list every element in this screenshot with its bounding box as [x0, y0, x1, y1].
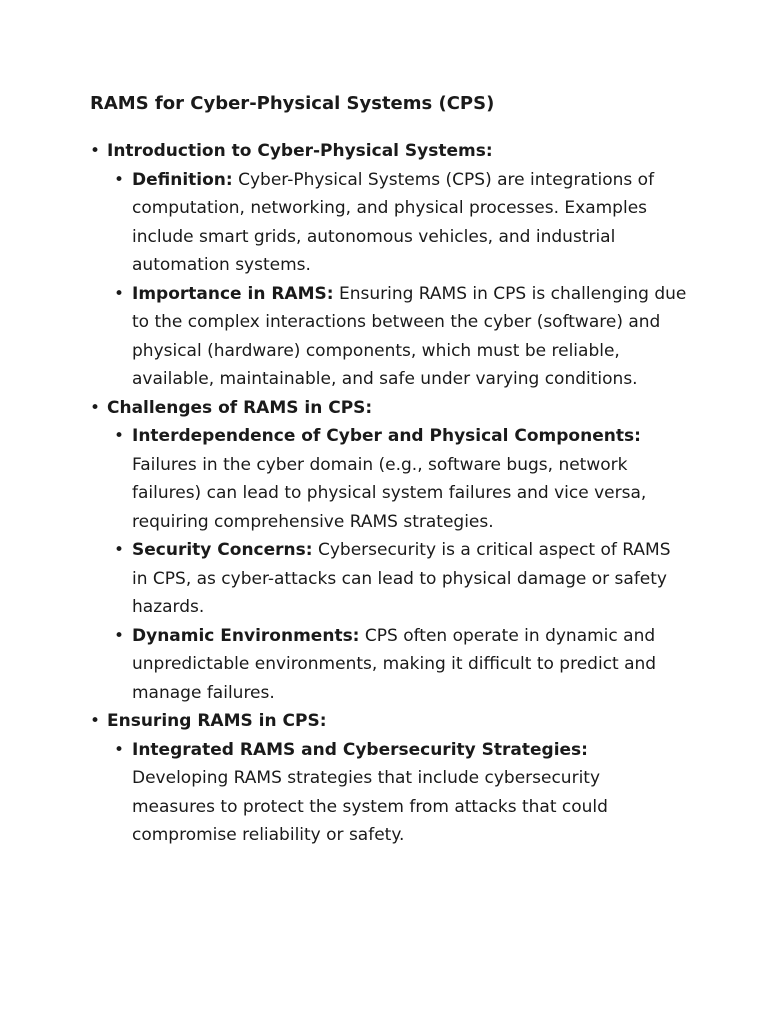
bullet-icon: • [114, 283, 125, 304]
section-list [90, 137, 688, 850]
bullet-icon: • [90, 711, 101, 731]
bullet-icon: • [114, 426, 125, 446]
item-term: Interdependence of Cyber and Physical Components: [132, 426, 641, 446]
item-text: Failures in the cyber domain (e.g., software bugs, network failures) can lead to physical system failures and vice versa, requiring comprehensive RAMS strategies. [132, 454, 647, 532]
bullet-icon: • [114, 169, 125, 190]
item-text: Cybersecurity is a critical aspect of RAMS in CPS, as cyber-attacks can lead to physical damage or safety hazards. [132, 540, 671, 617]
page-title: RAMS for Cyber-Physical Systems (CPS) [90, 93, 495, 114]
list-item-definition [107, 166, 688, 280]
list-item-integrated [107, 736, 688, 850]
item-term: Importance in RAMS: [132, 283, 334, 304]
bullet-icon: • [90, 141, 101, 161]
sub-list [107, 422, 688, 707]
bullet-icon: • [114, 739, 125, 760]
bullet-icon: • [114, 625, 125, 646]
item-term: Definition: [132, 169, 233, 190]
list-item-security [107, 536, 688, 622]
section-ensuring [90, 707, 688, 850]
section-introduction [90, 137, 688, 394]
section-challenges [90, 394, 688, 708]
item-term: Dynamic Environments: [132, 625, 360, 646]
list-item-importance [107, 280, 688, 394]
item-text: Developing RAMS strategies that include cybersecurity measures to protect the system from attacks that could compromise reliability or safety. [132, 768, 608, 845]
sub-list [107, 166, 688, 394]
list-item-interdependence [107, 422, 688, 536]
item-text: CPS often operate in dynamic and unpredictable environments, making it difficult to predict and manage failures. [132, 625, 657, 703]
list-item-dynamic [107, 622, 688, 708]
item-text: Ensuring RAMS in CPS is challenging due to the complex interactions between the cyber (software) and physical (hardware) components, which must be reliable, available, maintainable, and safe under varying conditions. [132, 283, 687, 389]
sub-list [107, 736, 688, 850]
item-text: Cyber-Physical Systems (CPS) are integrations of computation, networking, and physical processes. Examples include smart grids, autonomous vehicles, and industrial automation systems. [132, 169, 655, 275]
section-title: Introduction to Cyber-Physical Systems: [107, 141, 493, 161]
bullet-icon: • [90, 397, 101, 418]
bullet-icon: • [114, 540, 125, 560]
section-title: Ensuring RAMS in CPS: [107, 711, 327, 731]
section-title: Challenges of RAMS in CPS: [107, 397, 373, 418]
item-term: Integrated RAMS and Cybersecurity Strategies: [132, 739, 588, 760]
item-term: Security Concerns: [132, 540, 313, 560]
